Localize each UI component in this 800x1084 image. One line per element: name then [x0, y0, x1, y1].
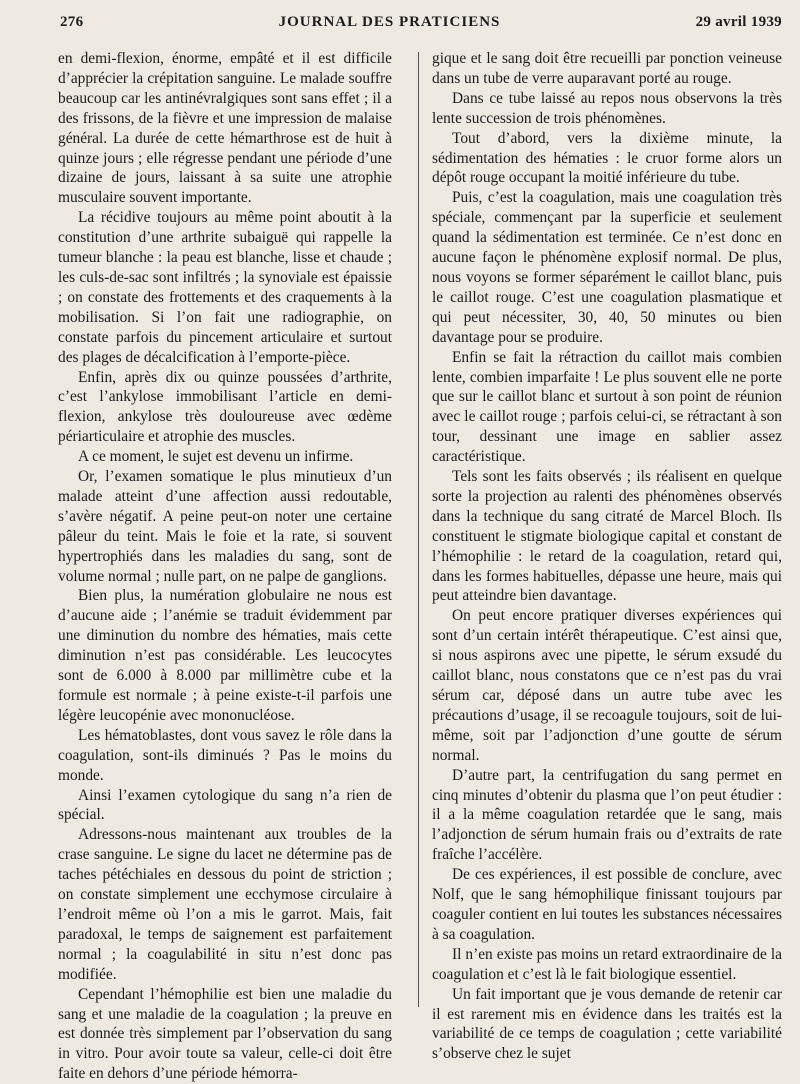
paragraph: Il n’en existe pas moins un retard extraordinaire de la coagulation et c’est là le fait biologique essentiel.: [432, 945, 782, 983]
paragraph: Tels sont les faits observés ; ils réalisent en quelque sorte la projection au ralenti des phénomènes observés dans la technique du sang citraté de Marcel Bloch. Ils constituent le stigmate biologique capital et constant de l’hémophilie : le retard de la coagulation, retard qui, dans les formes habituelles, dépasse une heure, mais qui peut atteindre bien davantage.: [432, 468, 782, 605]
paragraph: Tout d’abord, vers la dixième minute, la sédimentation des hématies : le cruor forme alors un dépôt rouge occupant la moitié inférieure du tube.: [432, 129, 782, 187]
left-column: [58, 49, 392, 1084]
paragraph: Puis, c’est la coagulation, mais une coagulation très spéciale, commençant par la superficie et seulement quand la sédimentation est terminée. Ce n’est donc en aucune façon le phénomène explosif normal. De plus, nous voyons se former séparément le caillot blanc, puis le caillot rouge. C’est une coagulation plasmatique et qui peut nécessiter, 30, 40, 50 minutes ou bien davantage pour se produire.: [432, 189, 782, 346]
paragraph: Un fait important que je vous demande de retenir car il est rarement mis en évidence dans les traités est la variabilité de ce temps de coagulation ; cette variabilité s’observe chez le sujet: [432, 985, 782, 1063]
paragraph: De ces expériences, il est possible de conclure, avec Nolf, que le sang hémophilique finissant toujours par coaguler contient en lui toutes les substances nécessaires à sa coagulation.: [432, 866, 782, 943]
paragraph: Les hématoblastes, dont vous savez le rôle dans la coagulation, sont-ils diminués ? Pas le moins du monde.: [58, 726, 392, 784]
page-header: [60, 14, 782, 40]
paragraph: La récidive toujours au même point aboutit à la constitution d’une arthrite subaiguë qui rappelle la tumeur blanche : la peau est blanche, lisse et chaude ; les culs-de-sac sont infiltrés ; la synoviale est épaissie ; on constate des frottements et des craquements à la mobilisation. Si l’on fait une radiographie, on constate parfois du pincement articulaire et surtout des plages de décalcification à l’emporte-pièce.: [58, 209, 392, 366]
paragraph: On peut encore pratiquer diverses expériences qui sont d’un certain intérêt thérapeutique. C’est ainsi que, si nous aspirons avec une pipette, le sérum exsudé du caillot blanc, nous constatons que ce n’est pas du vrai sérum car, déposé dans un autre tube avec les précautions d’usage, il se recoagule toujours, soit de lui-même, soit par l’adjonction d’une goutte de sérum normal.: [432, 607, 782, 764]
paragraph: Enfin, après dix ou quinze poussées d’arthrite, c’est l’ankylose immobilisant l’article en demi-flexion, ankylose très douloureuse avec œdème périarticulaire et atrophie des muscles.: [58, 368, 392, 446]
paragraph: Ainsi l’examen cytologique du sang n’a rien de spécial.: [58, 786, 392, 824]
paragraph: Adressons-nous maintenant aux troubles de la crase sanguine. Le signe du lacet ne détermine pas de taches pétéchiales en dessous du point de striction ; on constate simplement une ecchymose circulaire à l’endroit même où l’on a mis le garrot. Mais, fait paradoxal, le temps de saignement est parfaitement normal ; la coagulabilité in situ n’est donc pas modifiée.: [58, 826, 392, 983]
paragraph: Cependant l’hémophilie est bien une maladie du sang et une maladie de la coagulation ; la preuve en est donnée très simplement par l’observation du sang in vitro. Pour avoir toute sa valeur, celle-ci doit être faite en dehors d’une période hémorra-: [58, 985, 392, 1083]
issue-date: 29 avril 1939: [695, 14, 782, 30]
paragraph: Enfin se fait la rétraction du caillot mais combien lente, combien imparfaite ! Le plus souvent elle ne porte que sur le caillot blanc et surtout à son point de réunion avec le caillot rouge ; parfois celui-ci, se rétractant à son tour, dessinant une image en sablier assez caractéristique.: [432, 348, 782, 466]
paragraph: en demi-flexion, énorme, empâté et il est difficile d’apprécier la crépitation sanguine. Le malade souffre beaucoup car les antinévralgiques sont sans effet ; il a des frissons, de la fièvre et une impression de malaise général. La durée de cette hémarthrose est de huit à quinze jours ; elle régresse pendant une période d’une dizaine de jours, laissant à sa suite une atrophie musculaire souvent importante.: [58, 50, 392, 207]
right-column: [432, 49, 782, 1064]
column-divider: [418, 52, 419, 1007]
page-number: 276: [60, 14, 84, 30]
paragraph: A ce moment, le sujet est devenu un infirme.: [78, 448, 354, 466]
paragraph: Dans ce tube laissé au repos nous observons la très lente succession de trois phénomènes.: [432, 89, 782, 127]
paragraph: Or, l’examen somatique le plus minutieux d’un malade atteint d’une affection aussi redoutable, s’avère négatif. A peine peut-on noter une certaine pâleur du teint. Mais le foie et la rate, si souvent hypertrophiés dans les maladies du sang, sont de volume normal ; nulle part, on ne palpe de ganglions.: [58, 468, 392, 585]
paragraph: Bien plus, la numération globulaire ne nous est d’aucune aide ; l’anémie se traduit évidemment par une diminution du nombre des hématies, mais cette diminution n’est pas considérable. Les leucocytes sont de 6.000 à 8.000 par millimètre cube et la formule est normale ; à peine existe-t-il parfois une légère leucopénie avec mononucléose.: [58, 587, 392, 724]
paragraph: gique et le sang doit être recueilli par ponction veineuse dans un tube de verre auparavant porté au rouge.: [432, 50, 782, 87]
journal-title: JOURNAL DES PRATICIENS: [278, 14, 501, 30]
paragraph: D’autre part, la centrifugation du sang permet en cinq minutes d’obtenir du plasma que l’on peut étudier : il a la même coagulation retardée que le sang, mais l’adjonction de sérum humain frais ou d’extraits de rate fraîche l’accélère.: [432, 766, 782, 864]
